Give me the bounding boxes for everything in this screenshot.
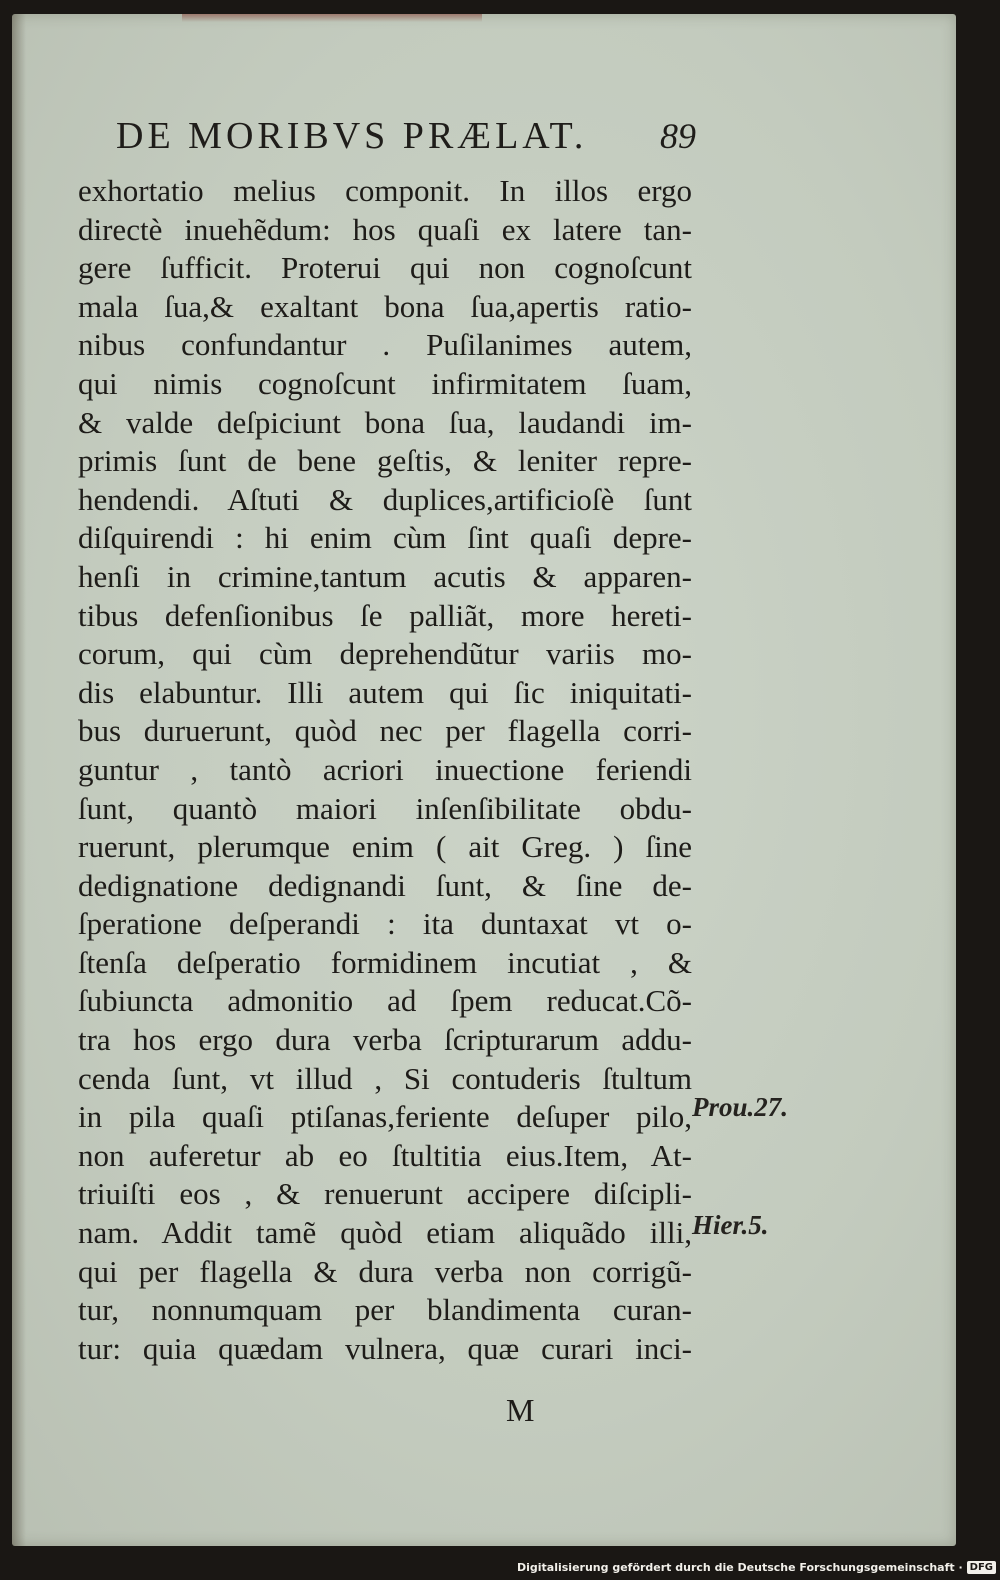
text-line: bus duruerunt, quòd nec per flagella corri- — [78, 713, 692, 749]
text-line: ſunt, quantò maiori inſenſibilitate obdu- — [78, 790, 692, 826]
text-line: primis ſunt de bene geſtis, & leniter repre- — [78, 443, 692, 479]
text-line: directè inuehẽdum: hos quaſi ex latere tan- — [78, 211, 692, 247]
text-line: diſquirendi : hi enim cùm ſint quaſi depre- — [78, 520, 692, 556]
text-line: ſubiuncta admonitio ad ſpem reducat.Cõ- — [78, 983, 692, 1019]
body-text — [78, 172, 692, 1368]
text-line: ſperatione deſperandi : ita duntaxat vt o- — [78, 906, 692, 942]
text-line: tur, nonnumquam per blandimenta curan- — [78, 1292, 692, 1328]
text-line: corum, qui cùm deprehendũtur variis mo- — [78, 636, 692, 672]
running-head — [116, 114, 696, 166]
text-line: mala ſua,& exaltant bona ſua,apertis ratio- — [78, 288, 692, 324]
text-line: dis elabuntur. Illi autem qui ſic iniquitati- — [78, 674, 692, 710]
text-line: & valde deſpiciunt bona ſua, laudandi im- — [78, 404, 692, 440]
page-top-stain — [182, 14, 482, 22]
digitization-credit — [517, 1556, 996, 1578]
text-line: tur: quia quædam vulnera, quæ curari inci- — [78, 1330, 692, 1366]
text-line: tibus defenſionibus ſe palliãt, more hereti- — [78, 597, 692, 633]
text-line: nam. Addit tamẽ quòd etiam aliquãdo illi, — [78, 1215, 692, 1251]
text-line: qui nimis cognoſcunt infirmitatem ſuam, — [78, 365, 692, 401]
text-line: qui per flagella & dura verba non corrigũ- — [78, 1253, 692, 1289]
running-title: DE MORIBVS PRÆLAT. — [116, 115, 588, 157]
text-line: in pila quaſi ptiſanas,feriente deſuper pilo, — [78, 1099, 692, 1135]
text-line: ruerunt, plerumque enim ( ait Greg. ) ſine — [78, 829, 692, 865]
text-line: gere ſufficit. Proterui qui non cognoſcunt — [78, 250, 692, 286]
signature-mark: M — [506, 1392, 535, 1428]
text-line: triuiſti eos , & renuerunt accipere diſcipli- — [78, 1176, 692, 1212]
book-page — [12, 14, 956, 1546]
text-line: tra hos ergo dura verba ſcripturarum addu- — [78, 1022, 692, 1058]
dfg-logo: DFG — [967, 1561, 996, 1574]
text-line: hendendi. Aſtuti & duplices,artificioſè ſunt — [78, 481, 692, 517]
text-line: nibus confundantur . Puſilanimes autem, — [78, 327, 692, 363]
text-line: non auferetur ab eo ſtultitia eius.Item, At- — [78, 1137, 692, 1173]
margin-note-proverbs: Prou.27. — [692, 1092, 789, 1122]
text-line: ſtenſa deſperatio formidinem incutiat , & — [78, 944, 692, 980]
margin-note-jeremiah: Hier.5. — [692, 1210, 769, 1240]
credit-text: Digitalisierung gefördert durch die Deutsche Forschungsgemeinschaft · — [516, 1560, 963, 1574]
text-line: dedignatione dedignandi ſunt, & ſine de- — [78, 867, 692, 903]
page-number: 89 — [660, 116, 696, 156]
text-line: henſi in crimine,tantum acutis & apparen- — [78, 558, 692, 594]
text-line: exhortatio melius componit. In illos ergo — [78, 173, 692, 208]
text-line: guntur , tantò acriori inuectione feriendi — [78, 751, 692, 787]
spine-shadow — [12, 14, 26, 1546]
text-line: cenda ſunt, vt illud , Si contuderis ſtultum — [78, 1060, 692, 1096]
